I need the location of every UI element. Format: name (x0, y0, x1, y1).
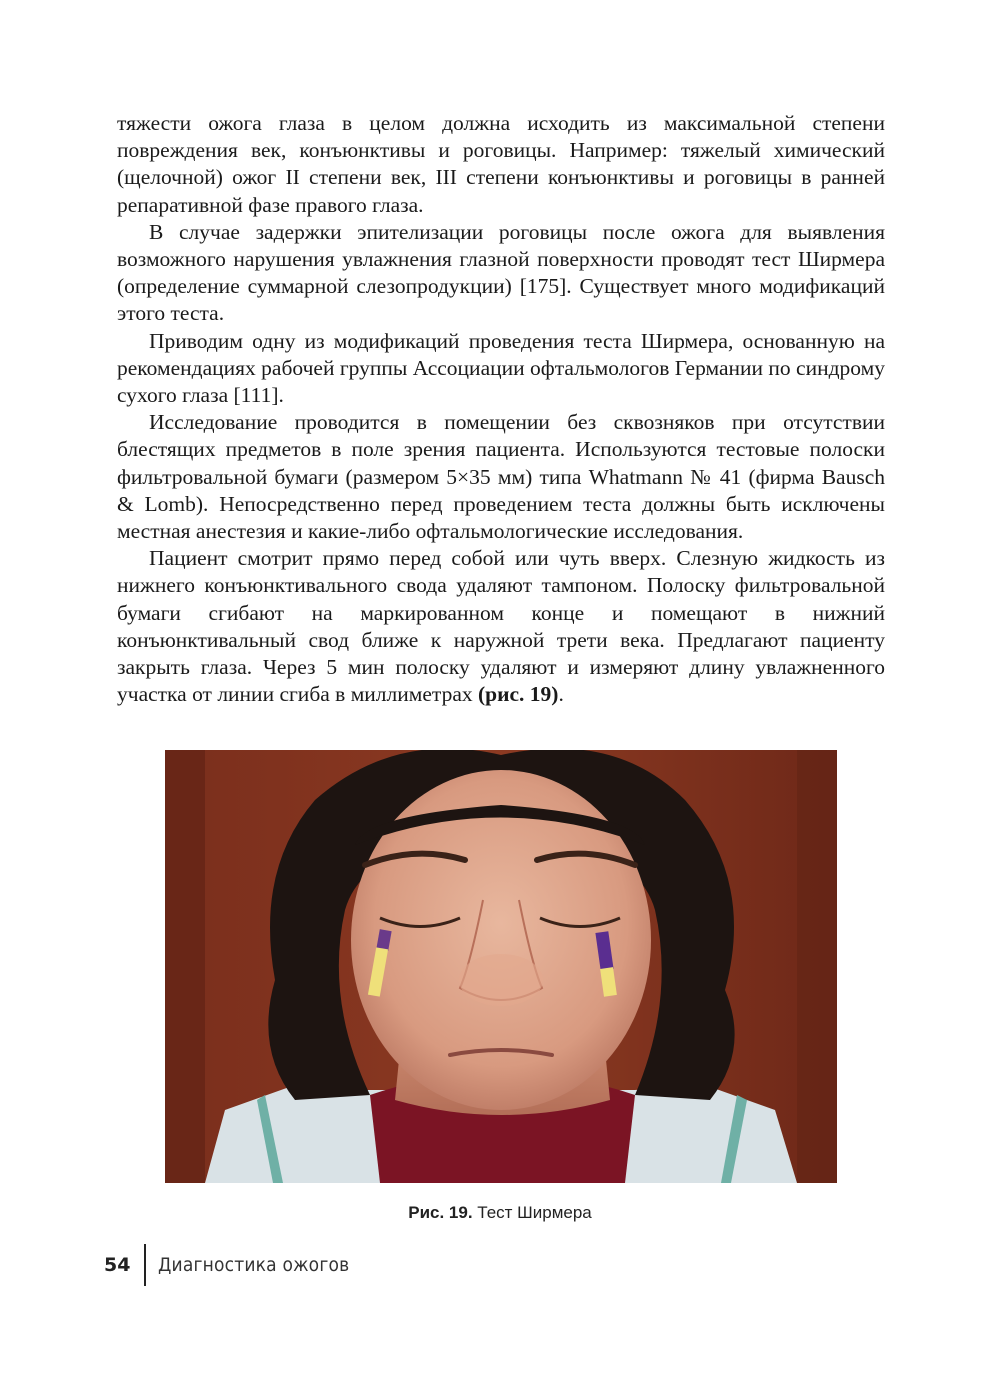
page-number: 54 (104, 1254, 131, 1276)
schirmer-test-photo (165, 750, 837, 1183)
paragraph-4: Исследование проводится в помещении без сквозняков при отсутствии блестящих предметов в поле зрения пациента. Используются тестовые полоски фильтровальной бумаги (размером 5×35 мм) типа Whatmann № 41 (фирма Bausch & Lomb). Непосредственно перед проведением теста должны быть исключены местная анестезия и какие-либо офтальмологические исследования. (117, 410, 885, 544)
paragraph-5-end: . (558, 682, 564, 707)
figure-photo (165, 750, 837, 1183)
paragraph-5-text: Пациент смотрит прямо перед собой или чуть вверх. Слезную жидкость из нижнего конъюнктивального свода удаляют тампоном. Полоску фильтровальной бумаги сгибают на маркированном конце и помещают в нижний конъюнктивальный свод ближе к наружной трети века. Предлагают пациенту закрыть глаза. Через 5 мин полоску удаляют и измеряют длину увлажненного участка от линии сгиба в миллиметрах (117, 546, 885, 707)
running-section-title: Диагностика ожогов (157, 1254, 350, 1276)
caption-text: Тест Ширмера (472, 1203, 592, 1222)
caption-label: Рис. 19. (408, 1203, 473, 1222)
paragraph-5 (117, 545, 885, 708)
paragraph-3: Приводим одну из модификаций проведения теста Ширмера, основанную на рекомендациях рабочей группы Ассоциации офтальмологов Германии по синдрому сухого глаза [111]. (117, 328, 885, 408)
paragraph-1: тяжести ожога глаза в целом должна исходить из максимальной степени повреждения век, конъюнктивы и роговицы. Например: тяжелый химический (щелочной) ожог II степени век, III степени конъюнктивы и роговицы в ранней репаративной фазе правого глаза. (117, 111, 885, 217)
page-footer (104, 1244, 371, 1286)
footer-divider (144, 1244, 146, 1286)
figure-reference: (рис. 19) (478, 682, 559, 707)
paragraph-2: В случае задержки эпителизации роговицы после ожога для выявления возможного нарушения увлажнения глазной поверхности проводят тест Ширмера (определение суммарной слезопродукции) [175]. Существует много модификаций этого теста. (117, 219, 885, 326)
body-text (117, 110, 885, 708)
figure-caption (0, 1203, 1000, 1223)
